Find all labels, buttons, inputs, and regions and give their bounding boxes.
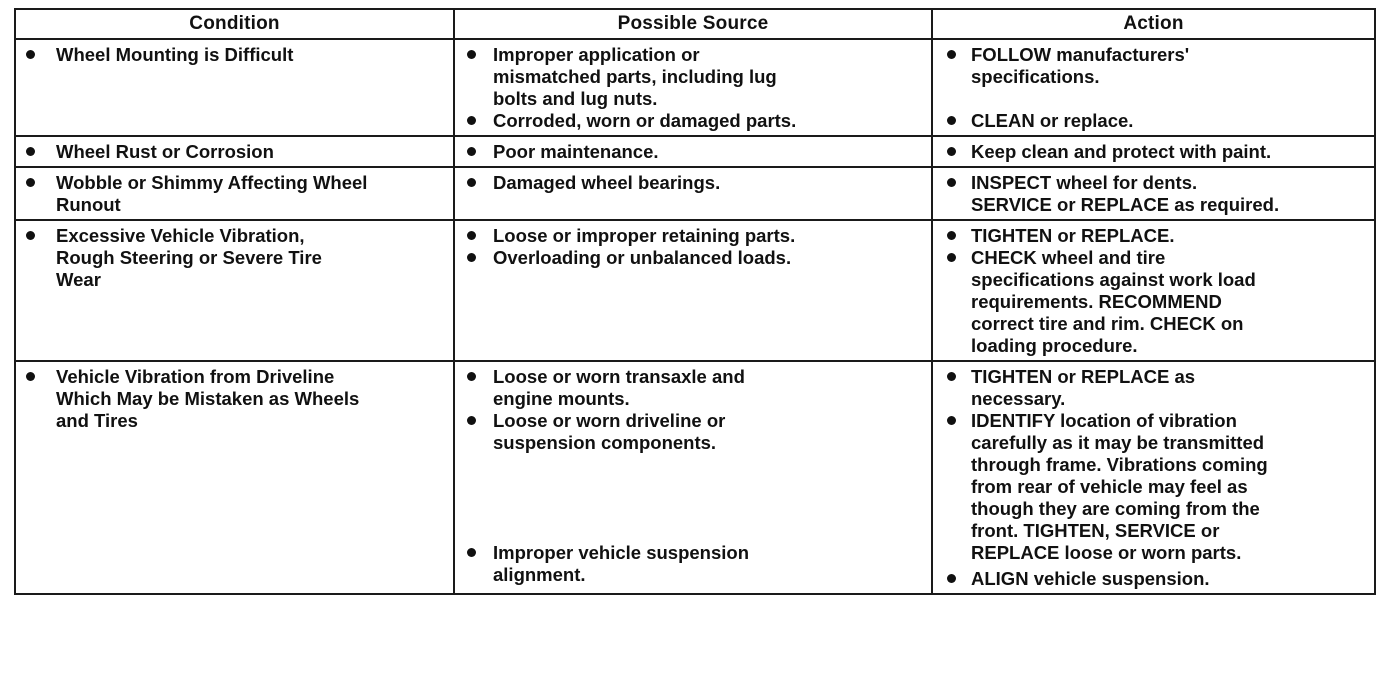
- source-text: Poor maintenance.: [493, 141, 659, 162]
- condition-text: Wobble or Shimmy Affecting Wheel Runout: [56, 172, 368, 215]
- table-row: [15, 136, 1375, 167]
- condition-cell: [15, 361, 454, 594]
- source-cell: [454, 167, 932, 220]
- bullet-icon: [933, 568, 971, 590]
- list-item: [455, 410, 925, 454]
- action-cell: [932, 39, 1375, 136]
- list-item: [933, 410, 1368, 564]
- list-item: [455, 44, 925, 110]
- header-row: [15, 9, 1375, 39]
- source-text: Loose or worn transaxle and engine mounts.: [493, 366, 745, 409]
- list-item: [16, 366, 447, 432]
- action-text: FOLLOW manufacturers' specifications.: [971, 44, 1190, 87]
- list-item: [455, 110, 925, 132]
- table-row: [15, 167, 1375, 220]
- bullet-icon: [933, 172, 971, 194]
- condition-text: Wheel Mounting is Difficult: [56, 44, 294, 65]
- table-row: [15, 361, 1375, 594]
- header-condition: Condition: [15, 9, 454, 39]
- list-item: [933, 568, 1368, 590]
- list-item: [455, 366, 925, 410]
- list-item: [933, 141, 1368, 163]
- bullet-icon: [933, 225, 971, 247]
- action-text: INSPECT wheel for dents. SERVICE or REPLACE as required.: [971, 172, 1280, 215]
- bullet-icon: [455, 410, 493, 432]
- list-item: [933, 44, 1368, 88]
- condition-cell: [15, 39, 454, 136]
- condition-cell: [15, 220, 454, 361]
- action-cell: [932, 167, 1375, 220]
- source-text: Loose or improper retaining parts.: [493, 225, 796, 246]
- source-text: Corroded, worn or damaged parts.: [493, 110, 797, 131]
- bullet-icon: [933, 247, 971, 269]
- bullet-icon: [16, 225, 56, 247]
- list-item: [16, 141, 447, 163]
- bullet-icon: [455, 366, 493, 388]
- source-text: Improper vehicle suspension alignment.: [493, 542, 749, 585]
- bullet-icon: [933, 110, 971, 132]
- list-item: [16, 225, 447, 291]
- action-cell: [932, 136, 1375, 167]
- list-item: [933, 247, 1368, 357]
- list-item: [933, 110, 1368, 132]
- source-cell: [454, 361, 932, 594]
- list-item: [455, 172, 925, 194]
- bullet-icon: [16, 366, 56, 388]
- action-text: TIGHTEN or REPLACE as necessary.: [971, 366, 1196, 409]
- bullet-icon: [455, 542, 493, 564]
- source-text: Loose or worn driveline or suspension components.: [493, 410, 726, 453]
- source-text: Damaged wheel bearings.: [493, 172, 721, 193]
- list-item: [933, 172, 1368, 216]
- bullet-icon: [455, 141, 493, 163]
- list-item: [455, 542, 925, 586]
- condition-cell: [15, 167, 454, 220]
- list-item: [455, 225, 925, 247]
- source-text: Overloading or unbalanced loads.: [493, 247, 792, 268]
- condition-cell: [15, 136, 454, 167]
- list-item: [933, 225, 1368, 247]
- bullet-icon: [455, 110, 493, 132]
- action-text: TIGHTEN or REPLACE.: [971, 225, 1175, 246]
- header-action: Action: [932, 9, 1375, 39]
- action-cell: [932, 361, 1375, 594]
- bullet-icon: [933, 44, 971, 66]
- action-text: ALIGN vehicle suspension.: [971, 568, 1210, 589]
- condition-text: Excessive Vehicle Vibration, Rough Steering or Severe Tire Wear: [56, 225, 322, 290]
- action-text: CLEAN or replace.: [971, 110, 1134, 131]
- condition-text: Vehicle Vibration from Driveline Which May be Mistaken as Wheels and Tires: [56, 366, 360, 431]
- bullet-icon: [933, 410, 971, 432]
- bullet-icon: [16, 44, 56, 66]
- list-item: [16, 172, 447, 216]
- list-item: [455, 141, 925, 163]
- bullet-icon: [455, 247, 493, 269]
- list-item: [933, 366, 1368, 410]
- source-cell: [454, 220, 932, 361]
- source-cell: [454, 39, 932, 136]
- bullet-icon: [933, 141, 971, 163]
- bullet-icon: [16, 141, 56, 163]
- source-cell: [454, 136, 932, 167]
- bullet-icon: [933, 366, 971, 388]
- table-row: [15, 39, 1375, 136]
- table-row: [15, 220, 1375, 361]
- bullet-icon: [455, 225, 493, 247]
- bullet-icon: [455, 44, 493, 66]
- list-item: [16, 44, 447, 66]
- bullet-icon: [16, 172, 56, 194]
- list-item: [455, 247, 925, 269]
- action-text: Keep clean and protect with paint.: [971, 141, 1272, 162]
- condition-text: Wheel Rust or Corrosion: [56, 141, 274, 162]
- source-text: Improper application or mismatched parts, including lug bolts and lug nuts.: [493, 44, 777, 109]
- header-possible-source: Possible Source: [454, 9, 932, 39]
- diagnosis-table: [14, 8, 1376, 595]
- action-text: IDENTIFY location of vibration carefully as it may be transmitted through frame. Vibrations coming from rear of vehicle may feel as though they are coming from the front. TIGHTEN, SERVICE or REPLACE loose or worn parts.: [971, 410, 1268, 563]
- action-text: CHECK wheel and tire specifications against work load requirements. RECOMMEND correct tire and rim. CHECK on loading procedure.: [971, 247, 1256, 356]
- bullet-icon: [455, 172, 493, 194]
- action-cell: [932, 220, 1375, 361]
